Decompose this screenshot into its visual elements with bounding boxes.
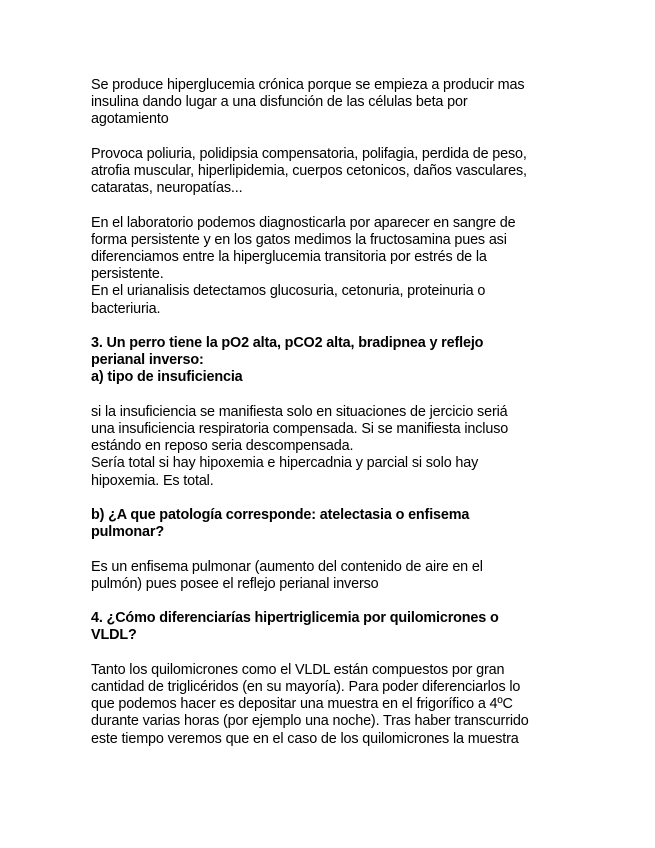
text-line: Sería total si hay hipoxemia e hipercadnia y parcial si solo hay [91,455,479,472]
text-line: Se produce hiperglucemia crónica porque se empieza a producir mas [91,77,525,93]
document-page [91,77,551,765]
text-line: si la insuficiencia se manifiesta solo en situaciones de jercicio seriá [91,403,508,420]
text-line: 3. Un perro tiene la pO2 alta, pCO2 alta, bradipnea y reflejo [91,335,484,351]
text-line: 4. ¿Cómo diferenciarías hipertriglicemia por quilomicrones o [91,610,499,627]
text-line: En el urianalisis detectamos glucosuria, cetonuria, proteinuria o [91,283,486,300]
text-line: forma persistente y en los gatos medimos la fructosamina pues asi [91,231,507,248]
text-line: durante varias horas (por ejemplo una noche). Tras haber transcurrido [91,713,529,730]
text-line: Provoca poliuria, polidipsia compensatoria, polifagia, perdida de peso, [91,145,527,162]
paragraph-insuficiencia-total [91,455,551,489]
paragraph-sintomas [91,146,551,198]
paragraph-quilomicrones [91,662,551,748]
text-line: insulina dando lugar a una disfunción de las células beta por [91,94,468,111]
question-3-heading [91,335,551,387]
text-line: VLDL? [91,627,137,644]
paragraph-hiperglucemia-causa [91,77,551,129]
text-line: hipoxemia. Es total. [91,472,214,489]
paragraph-insuficiencia-compensada [91,404,551,456]
text-line: este tiempo veremos que en el caso de los quilomicrones la muestra [91,730,519,747]
text-line: atrofia muscular, hiperlipidemia, cuerpos cetonicos, daños vasculares, [91,163,527,179]
text-line: perianal inverso: [91,352,204,369]
text-line: b) ¿A que patología corresponde: atelectasia o enfisema [91,507,470,523]
text-line: agotamiento [91,111,169,128]
question-3b-heading [91,507,551,541]
text-line: Es un enfisema pulmonar (aumento del contenido de aire en el [91,558,483,575]
text-line: En el laboratorio podemos diagnosticarla por aparecer en sangre de [91,214,516,231]
text-line: pulmón) pues posee el reflejo perianal inverso [91,575,379,592]
text-line: una insuficiencia respiratoria compensada. Si se manifiesta incluso [91,421,509,437]
text-line: estándo en reposo seria descompensada. [91,438,354,455]
text-line: cantidad de triglicéridos (en su mayoría). Para poder diferenciarlos lo [91,678,521,695]
text-line: pulmonar? [91,524,164,541]
question-4-heading [91,610,551,644]
paragraph-urianalisis [91,283,551,317]
text-line: que podemos hacer es depositar una muestra en el frigorífico a 4ºC [91,696,513,713]
text-line: diferenciamos entre la hiperglucemia transitoria por estrés de la [91,249,487,265]
text-line: persistente. [91,266,164,283]
paragraph-enfisema [91,559,551,593]
text-line: cataratas, neuropatías... [91,180,243,197]
paragraph-laboratorio [91,215,551,284]
text-line: a) tipo de insuficiencia [91,369,243,386]
text-line: bacteriuria. [91,300,161,317]
text-line: Tanto los quilomicrones como el VLDL están compuestos por gran [91,661,505,678]
